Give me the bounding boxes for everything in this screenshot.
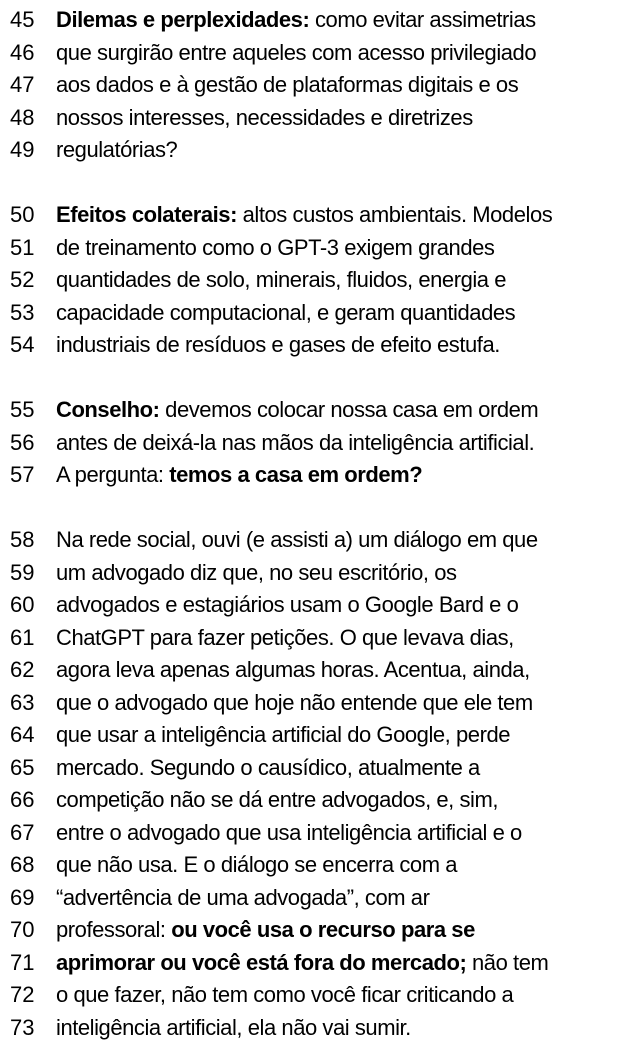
bold-text-segment: ou você usa o recurso para se	[171, 917, 475, 942]
text-line	[0, 297, 630, 330]
line-number: 51	[10, 234, 35, 260]
text-segment: antes de deixá-la nas mãos da inteligência artificial.	[56, 429, 535, 455]
text-segment: que surgirão entre aqueles com acesso privilegiado	[56, 39, 537, 65]
line-number: 65	[10, 754, 35, 780]
text-line	[0, 752, 630, 785]
text-segment: ChatGPT para fazer petições. O que levava dias,	[56, 624, 514, 650]
line-number: 47	[10, 72, 35, 97]
line-number: 68	[10, 852, 35, 877]
text-line	[0, 849, 630, 882]
line-text	[56, 524, 538, 557]
paragraph	[0, 4, 630, 167]
line-text	[56, 557, 457, 590]
text-segment: Na rede social, ouvi (e assisti a) um diálogo em que	[56, 527, 538, 552]
line-number: 60	[10, 592, 35, 617]
line-text	[56, 687, 533, 720]
text-line	[0, 882, 630, 915]
line-number: 45	[10, 7, 35, 32]
line-text	[56, 134, 177, 167]
text-line	[0, 102, 630, 135]
text-segment: regulatórias?	[56, 137, 178, 162]
text-line	[0, 134, 630, 167]
bold-text-segment: aprimorar ou você está fora do mercado;	[56, 949, 467, 975]
line-text	[56, 719, 510, 752]
line-number: 61	[10, 624, 35, 650]
paragraph	[0, 199, 630, 362]
line-text	[56, 232, 494, 265]
text-segment: aos dados e à gestão de plataformas digitais e os	[56, 72, 519, 97]
line-text	[56, 459, 422, 492]
line-text	[56, 914, 475, 947]
line-number: 69	[10, 884, 35, 910]
line-text	[56, 102, 473, 135]
bold-text-segment: Conselho:	[56, 397, 160, 422]
bold-text-segment: Dilemas e perplexidades:	[56, 7, 310, 32]
paragraph	[0, 524, 630, 1044]
line-number: 52	[10, 267, 35, 292]
text-segment: que o advogado que hoje não entende que ele tem	[56, 689, 533, 715]
text-segment: professoral:	[56, 917, 172, 942]
line-text	[56, 752, 480, 785]
text-segment: altos custos ambientais. Modelos	[236, 202, 553, 227]
line-text	[56, 979, 513, 1012]
text-line	[0, 37, 630, 70]
line-text	[56, 329, 500, 362]
text-segment: A pergunta:	[56, 462, 170, 487]
document-body	[0, 4, 630, 1044]
text-segment: que usar a inteligência artificial do Google, perde	[56, 722, 511, 747]
line-text	[56, 589, 518, 622]
text-line	[0, 4, 630, 37]
line-number: 66	[10, 787, 35, 812]
text-line	[0, 817, 630, 850]
text-line	[0, 69, 630, 102]
text-segment: o que fazer, não tem como você ficar criticando a	[56, 982, 514, 1007]
line-text	[56, 4, 536, 37]
line-number: 49	[10, 137, 35, 162]
line-number: 53	[10, 299, 35, 325]
line-text	[56, 817, 522, 850]
line-number: 57	[10, 462, 35, 487]
bold-text-segment: temos a casa em ordem?	[169, 462, 423, 487]
line-text	[56, 947, 548, 980]
line-number: 71	[10, 949, 35, 975]
text-segment: entre o advogado que usa inteligência artificial e o	[56, 819, 522, 845]
line-number: 73	[10, 1014, 35, 1040]
text-segment: mercado. Segundo o causídico, atualmente a	[56, 754, 480, 780]
text-line	[0, 427, 630, 460]
text-line	[0, 524, 630, 557]
line-text	[56, 849, 457, 882]
text-segment: agora leva apenas algumas horas. Acentua, ainda,	[56, 657, 530, 682]
text-line	[0, 459, 630, 492]
text-line	[0, 784, 630, 817]
line-number: 46	[10, 39, 35, 65]
text-segment: devemos colocar nossa casa em ordem	[159, 397, 539, 422]
line-number: 64	[10, 722, 35, 747]
line-text	[56, 1012, 411, 1045]
bold-text-segment: Efeitos colaterais:	[56, 202, 237, 227]
text-line	[0, 199, 630, 232]
text-segment: nossos interesses, necessidades e diretrizes	[56, 104, 473, 130]
text-line	[0, 914, 630, 947]
text-segment: não tem	[466, 949, 549, 975]
text-segment: “advertência de uma advogada”, com ar	[56, 884, 430, 910]
text-line	[0, 979, 630, 1012]
paragraph	[0, 394, 630, 492]
text-segment: advogados e estagiários usam o Google Bard e o	[56, 592, 519, 617]
line-number: 72	[10, 982, 35, 1007]
text-line	[0, 557, 630, 590]
text-segment: quantidades de solo, minerais, fluidos, energia e	[56, 267, 507, 292]
text-line	[0, 719, 630, 752]
line-text	[56, 622, 514, 655]
line-text	[56, 427, 534, 460]
line-number: 56	[10, 429, 35, 455]
line-number: 62	[10, 657, 35, 682]
line-number: 48	[10, 104, 35, 130]
text-segment: competição não se dá entre advogados, e, sim,	[56, 787, 499, 812]
line-text	[56, 264, 506, 297]
text-segment: de treinamento como o GPT-3 exigem grandes	[56, 234, 495, 260]
line-text	[56, 37, 536, 70]
text-line	[0, 394, 630, 427]
line-number: 54	[10, 332, 35, 357]
line-number: 70	[10, 917, 35, 942]
text-line	[0, 329, 630, 362]
line-number: 50	[10, 202, 35, 227]
line-text	[56, 654, 530, 687]
text-segment: como evitar assimetrias	[309, 7, 536, 32]
line-text	[56, 297, 515, 330]
text-line	[0, 687, 630, 720]
line-number: 63	[10, 689, 35, 715]
line-text	[56, 394, 538, 427]
line-text	[56, 199, 552, 232]
text-line	[0, 264, 630, 297]
text-line	[0, 654, 630, 687]
line-number: 59	[10, 559, 35, 585]
text-line	[0, 622, 630, 655]
line-text	[56, 784, 498, 817]
text-segment: capacidade computacional, e geram quantidades	[56, 299, 516, 325]
text-segment: que não usa. E o diálogo se encerra com a	[56, 852, 458, 877]
text-segment: inteligência artificial, ela não vai sumir.	[56, 1014, 411, 1040]
line-text	[56, 69, 518, 102]
line-number: 58	[10, 527, 35, 552]
line-number: 67	[10, 819, 35, 845]
text-segment: industriais de resíduos e gases de efeito estufa.	[56, 332, 500, 357]
text-line	[0, 947, 630, 980]
line-number: 55	[10, 397, 35, 422]
text-line	[0, 1012, 630, 1045]
text-line	[0, 589, 630, 622]
text-line	[0, 232, 630, 265]
line-text	[56, 882, 429, 915]
text-segment: um advogado diz que, no seu escritório, os	[56, 559, 457, 585]
